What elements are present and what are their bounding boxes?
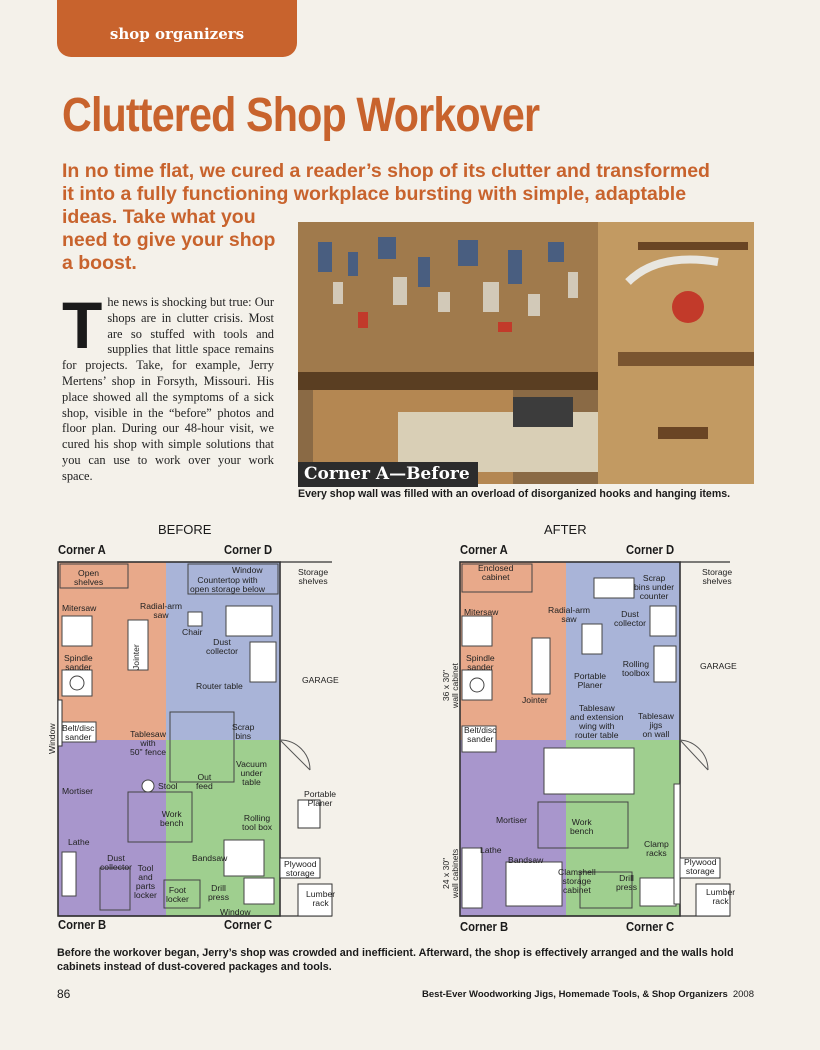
photo-caption: Every shop wall was filled with an overload of disorganized hooks and hanging items. [298,488,731,500]
label-plywood-storage-after: Plywood storage [684,857,717,876]
after-corner-d: Corner D [626,543,675,557]
label-radial-arm: Radial-arm saw [140,601,183,620]
label-tablesaw: Tablesaw with 50" fence [130,729,167,757]
label-tablesaw-jigs: Tablesaw jigs on wall [638,711,674,739]
label-mortiser: Mortiser [62,786,94,796]
label-plywood-storage: Plywood storage [284,859,317,878]
before-floor-plan [40,522,340,937]
label-scrap-bins: Scrap bins [232,722,255,741]
label-belt-disc: Belt/disc sander [62,723,95,742]
label-stool: Stool [158,781,178,791]
shop-photo [298,222,754,484]
label-garage-after: GARAGE [700,661,737,671]
before-heading: BEFORE [158,522,212,537]
label-work-bench-after: Work bench [570,817,594,836]
after-heading: AFTER [544,522,587,537]
label-clamshell: Clamshell storage cabinet [558,867,596,895]
label-chair: Chair [182,627,203,637]
label-mortiser-after: Mortiser [496,815,528,825]
label-tablesaw-ext: Tablesaw and extension wing with router table [570,703,624,740]
label-router-table: Router table [196,681,243,691]
deck-line-2: it into a fully functioning workplace bursting with simple, adaptable [62,183,687,205]
label-portable-planer-after: Portable Planer [574,671,607,690]
label-storage-shelves-after: Storage shelves [702,567,733,586]
label-drill-press-after: Drill press [616,873,638,892]
label-window-top: Window [232,565,263,575]
before-corner-b: Corner B [58,918,107,932]
label-enclosed-cabinet: Enclosed cabinet [478,563,514,582]
label-drill-press: Drill press [208,883,230,902]
label-spindle-sander-after: Spindle sander [466,653,495,672]
after-floor-plan [440,522,740,937]
after-corner-b: Corner B [460,920,509,934]
article-title: Cluttered Shop Workover [62,89,540,142]
label-spindle-sander: Spindle sander [64,653,93,672]
photo-label: Corner A—Before [298,462,478,487]
label-clamp-racks: Clamp racks [644,839,669,858]
label-mitersaw-after: Mitersaw [464,607,499,617]
figure-caption: Before the workover began, Jerry’s shop was crowded and inefficient. Afterward, the shop is effectively arranged and the walls hold cabinets instead of dust-covered packages and tools. [57,947,734,973]
body-text: he news is shocking but true: Our shops are in clutter crisis. Most are so stuffed with tools and supplies that little space remains for projects. Take, for example, Jerry Mertens’ shop in Forsyth, Missouri. His place showed all the symptoms of a sick shop, visible in the “before” photos and floor plan. During our 48-hour visit, we cured his shop with simple solutions that you can use to work over your work space. [62,295,274,483]
before-corner-c: Corner C [224,918,273,932]
label-garage: GARAGE [302,675,339,685]
before-corner-a: Corner A [58,543,106,557]
label-belt-disc-after: Belt/disc sander [464,725,497,744]
page-number: 86 [57,987,71,1001]
after-corner-a: Corner A [460,543,508,557]
article-body [62,288,274,485]
label-storage-shelves: Storage shelves [298,567,329,586]
label-lumber-rack-after: Lumber rack [706,887,736,906]
label-window-bottom: Window [220,907,251,917]
label-wall-cabinet-36: 36 x 30" wall cabinet [441,663,460,708]
label-foot-locker: Foot locker [166,885,189,904]
label-lumber-rack: Lumber rack [306,889,336,908]
label-scrap-bins-after: Scrap bins under counter [634,573,675,601]
after-corner-c: Corner C [626,920,675,934]
label-tool-parts-locker: Tool and parts locker [134,863,157,900]
label-out-feed: Out feed [196,772,213,791]
label-open-shelves: Open shelves [74,568,104,587]
label-dust-collector-top: Dust collector [206,637,238,656]
deck-line-1: In no time flat, we cured a reader’s shop of its clutter and transformed [62,160,710,182]
label-lathe: Lathe [68,837,90,847]
section-tag: shop organizers [57,0,297,57]
footer [422,989,754,1000]
label-rolling-toolbox-after: Rolling toolbox [622,659,650,678]
label-window-side: Window [47,723,57,754]
footer-year: 2008 [732,989,754,1000]
label-wall-cabinets-24: 24 x 30" wall cabinets [441,848,460,898]
label-lathe-after: Lathe [480,845,502,855]
label-countertop: Countertop with open storage below [190,575,266,594]
drop-cap: T [62,288,103,362]
label-dust-collector: Dust collector [100,853,132,872]
label-rolling-toolbox: Rolling tool box [242,813,273,832]
before-corner-d: Corner D [224,543,273,557]
label-mitersaw: Mitersaw [62,603,97,613]
label-jointer: Jointer [131,644,141,670]
label-radial-arm-after: Radial-arm saw [548,605,591,624]
label-jointer-after: Jointer [522,695,548,705]
deck-line-3: ideas. Take what you need to give your shop a boost. [62,206,276,274]
label-vacuum: Vacuum under table [236,759,267,787]
label-bandsaw: Bandsaw [192,853,228,863]
label-portable-planer: Portable Planer [304,789,337,808]
shop-photo-illustration [298,222,754,484]
label-work-bench: Work bench [160,809,184,828]
label-dust-collector-after: Dust collector [614,609,646,628]
label-bandsaw-after: Bandsaw [508,855,544,865]
footer-publication: Best-Ever Woodworking Jigs, Homemade Tools, & Shop Organizers [422,989,728,1000]
